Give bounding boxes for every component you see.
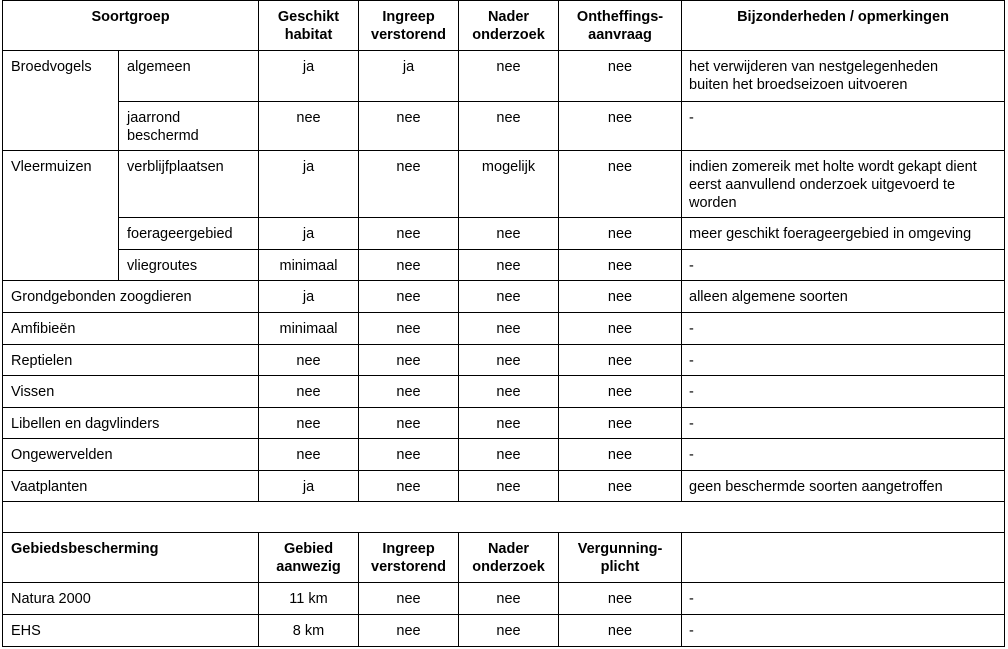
intervention-cell: nee xyxy=(359,615,459,647)
group-cell: Ongewervelden xyxy=(3,439,259,471)
table-row xyxy=(3,439,1005,471)
table-row xyxy=(3,250,1005,281)
header-vergunningplicht: Vergunning- plicht xyxy=(559,533,682,583)
research-cell: mogelijk xyxy=(459,151,559,218)
group-cell: Amfibieën xyxy=(3,313,259,345)
header-bijzonderheden: Bijzonderheden / opmerkingen xyxy=(682,1,1005,51)
group-broedvogels: Broedvogels xyxy=(3,51,119,151)
area-cell: EHS xyxy=(3,615,259,647)
group-cell: Libellen en dagvlinders xyxy=(3,408,259,439)
table-row xyxy=(3,313,1005,345)
protection-table xyxy=(2,0,1005,647)
habitat-cell: ja xyxy=(259,281,359,313)
research-cell: nee xyxy=(459,250,559,281)
spacer-cell xyxy=(3,502,1005,533)
exemption-cell: nee xyxy=(559,102,682,151)
species-header-row xyxy=(3,1,1005,51)
header-ingreep-verstorend: Ingreep verstorend xyxy=(359,1,459,51)
intervention-cell: nee xyxy=(359,250,459,281)
present-cell: 11 km xyxy=(259,583,359,615)
remarks-cell: - xyxy=(682,102,1005,151)
research-cell: nee xyxy=(459,439,559,471)
permit-cell: nee xyxy=(559,583,682,615)
research-cell: nee xyxy=(459,51,559,102)
table-row xyxy=(3,102,1005,151)
exemption-cell: nee xyxy=(559,250,682,281)
exemption-cell: nee xyxy=(559,439,682,471)
intervention-cell: nee xyxy=(359,102,459,151)
habitat-cell: nee xyxy=(259,102,359,151)
intervention-cell: nee xyxy=(359,345,459,376)
table-row xyxy=(3,51,1005,102)
intervention-cell: nee xyxy=(359,313,459,345)
research-cell: nee xyxy=(459,471,559,502)
exemption-cell: nee xyxy=(559,151,682,218)
header-ingreep-verstorend-2: Ingreep verstorend xyxy=(359,533,459,583)
area-cell: Natura 2000 xyxy=(3,583,259,615)
remarks-cell: geen beschermde soorten aangetroffen xyxy=(682,471,1005,502)
remarks-cell: - xyxy=(682,250,1005,281)
research-cell: nee xyxy=(459,583,559,615)
table-row xyxy=(3,345,1005,376)
exemption-cell: nee xyxy=(559,408,682,439)
intervention-cell: nee xyxy=(359,583,459,615)
exemption-cell: nee xyxy=(559,51,682,102)
remarks-cell: - xyxy=(682,376,1005,408)
exemption-cell: nee xyxy=(559,376,682,408)
subgroup-cell: verblijfplaatsen xyxy=(119,151,259,218)
spacer-row xyxy=(3,502,1005,533)
group-cell: Vissen xyxy=(3,376,259,408)
research-cell: nee xyxy=(459,102,559,151)
exemption-cell: nee xyxy=(559,471,682,502)
remarks-cell: - xyxy=(682,345,1005,376)
group-vleermuizen: Vleermuizen xyxy=(3,151,119,281)
remarks-cell: - xyxy=(682,408,1005,439)
habitat-cell: nee xyxy=(259,376,359,408)
header-nader-onderzoek: Nader onderzoek xyxy=(459,1,559,51)
header-nader-onderzoek-2: Nader onderzoek xyxy=(459,533,559,583)
group-cell: Reptielen xyxy=(3,345,259,376)
header-empty xyxy=(682,533,1005,583)
subgroup-cell: jaarrond beschermd xyxy=(119,102,259,151)
table-row xyxy=(3,471,1005,502)
remarks-cell: - xyxy=(682,615,1005,647)
intervention-cell: nee xyxy=(359,281,459,313)
habitat-cell: ja xyxy=(259,218,359,250)
header-geschikt-habitat: Geschikt habitat xyxy=(259,1,359,51)
group-cell: Vaatplanten xyxy=(3,471,259,502)
subgroup-cell: foerageergebied xyxy=(119,218,259,250)
research-cell: nee xyxy=(459,218,559,250)
remarks-cell: - xyxy=(682,313,1005,345)
intervention-cell: nee xyxy=(359,151,459,218)
remarks-cell: - xyxy=(682,583,1005,615)
intervention-cell: nee xyxy=(359,439,459,471)
subgroup-cell: vliegroutes xyxy=(119,250,259,281)
table-row xyxy=(3,408,1005,439)
area-header-row xyxy=(3,533,1005,583)
research-cell: nee xyxy=(459,281,559,313)
research-cell: nee xyxy=(459,376,559,408)
exemption-cell: nee xyxy=(559,345,682,376)
habitat-cell: nee xyxy=(259,408,359,439)
exemption-cell: nee xyxy=(559,313,682,345)
research-cell: nee xyxy=(459,313,559,345)
remarks-cell: alleen algemene soorten xyxy=(682,281,1005,313)
exemption-cell: nee xyxy=(559,281,682,313)
header-ontheffingsaanvraag: Ontheffings- aanvraag xyxy=(559,1,682,51)
habitat-cell: ja xyxy=(259,151,359,218)
table-row xyxy=(3,615,1005,647)
habitat-cell: ja xyxy=(259,471,359,502)
research-cell: nee xyxy=(459,408,559,439)
remarks-cell: het verwijderen van nestgelegenheden buiten het broedseizoen uitvoeren xyxy=(682,51,1005,102)
table-row xyxy=(3,218,1005,250)
exemption-cell: nee xyxy=(559,218,682,250)
research-cell: nee xyxy=(459,615,559,647)
header-gebied-aanwezig: Gebied aanwezig xyxy=(259,533,359,583)
habitat-cell: ja xyxy=(259,51,359,102)
research-cell: nee xyxy=(459,345,559,376)
remarks-cell: meer geschikt foerageergebied in omgeving xyxy=(682,218,1005,250)
table-row xyxy=(3,583,1005,615)
group-cell: Grondgebonden zoogdieren xyxy=(3,281,259,313)
habitat-cell: nee xyxy=(259,439,359,471)
intervention-cell: nee xyxy=(359,218,459,250)
remarks-cell: - xyxy=(682,439,1005,471)
header-soortgroep: Soortgroep xyxy=(3,1,259,51)
habitat-cell: minimaal xyxy=(259,250,359,281)
habitat-cell: minimaal xyxy=(259,313,359,345)
table-row xyxy=(3,376,1005,408)
intervention-cell: nee xyxy=(359,471,459,502)
table-row xyxy=(3,151,1005,218)
present-cell: 8 km xyxy=(259,615,359,647)
intervention-cell: nee xyxy=(359,408,459,439)
habitat-cell: nee xyxy=(259,345,359,376)
table-row xyxy=(3,281,1005,313)
remarks-cell: indien zomereik met holte wordt gekapt dient eerst aanvullend onderzoek uitgevoerd te worden xyxy=(682,151,1005,218)
intervention-cell: nee xyxy=(359,376,459,408)
subgroup-cell: algemeen xyxy=(119,51,259,102)
permit-cell: nee xyxy=(559,615,682,647)
intervention-cell: ja xyxy=(359,51,459,102)
header-gebiedsbescherming: Gebiedsbescherming xyxy=(3,533,259,583)
